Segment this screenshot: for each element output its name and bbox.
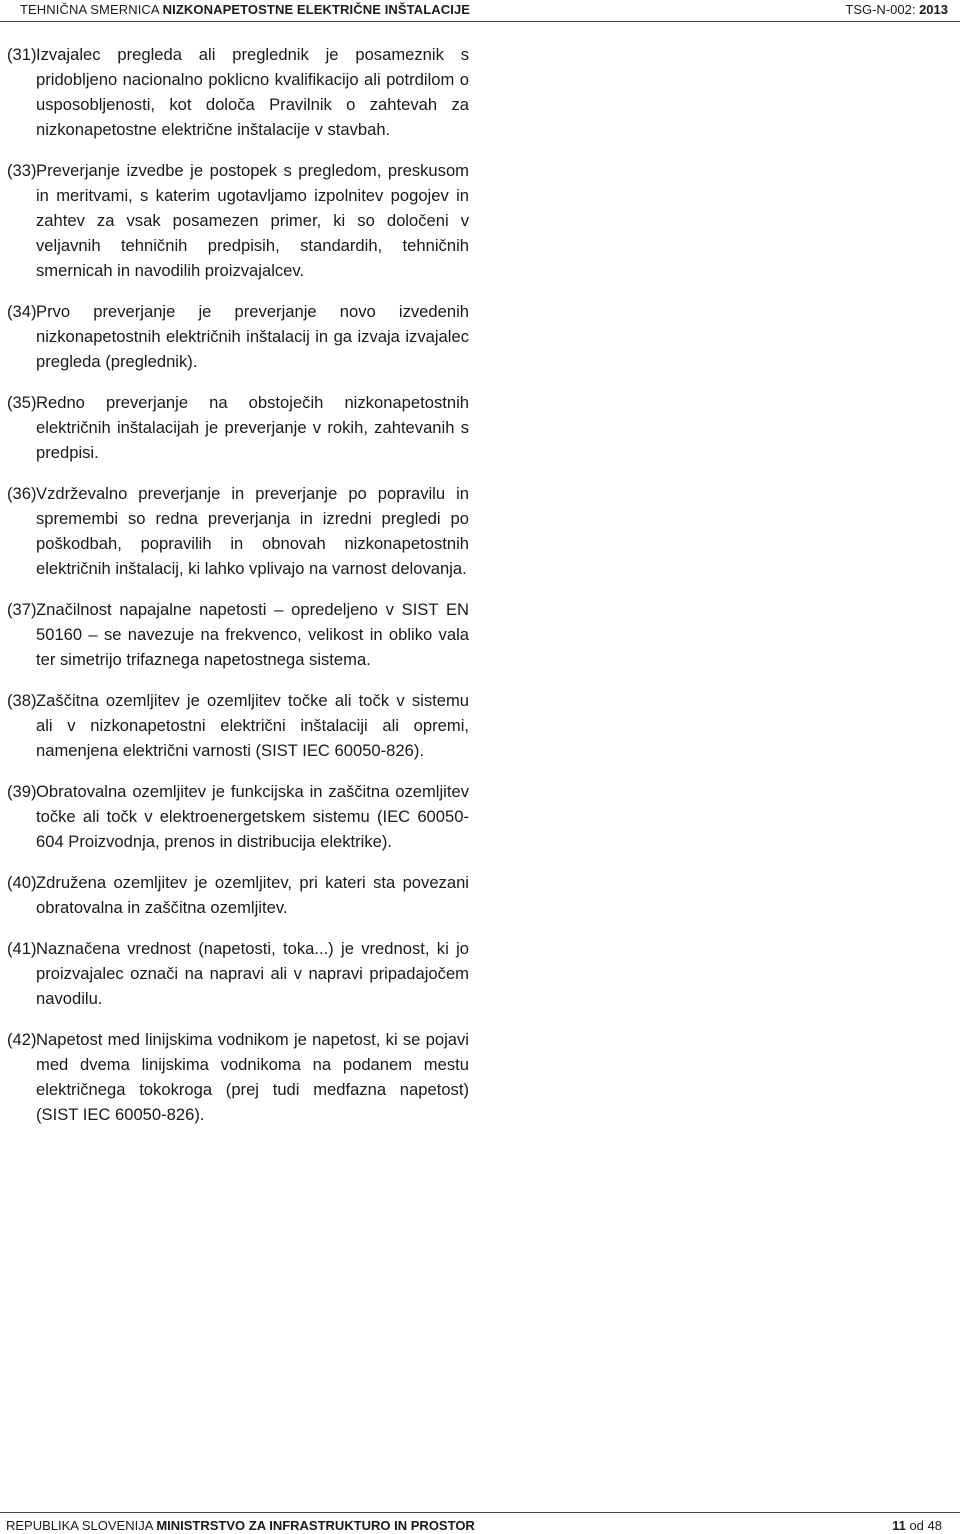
item-text: Obratovalna ozemljitev je funkcijska in zaščitna ozemljitev točke ali točk v elektroenergetskem sistemu (IEC 60050-604 Proizvodnja, prenos in distribucija elektrike). (36, 782, 469, 851)
item-number: (31) (7, 45, 37, 64)
definition-item (7, 42, 469, 142)
item-text: Vzdrževalno preverjanje in preverjanje po popravilu in spremembi so redna preverjanja in izredni pregledi po poškodbah, popravilih in obnovah nizkonapetostnih električnih inštalacij, ki lahko vplivajo na varnost delovanja. (36, 484, 469, 578)
definition-item (7, 870, 469, 920)
page-footer (0, 1512, 960, 1534)
item-number: (33) (7, 161, 37, 180)
page-current: 11 (892, 1518, 906, 1533)
item-text: Združena ozemljitev je ozemljitev, pri kateri sta povezani obratovalna in zaščitna ozemljitev. (36, 873, 469, 917)
header-year: 2013 (919, 2, 948, 17)
definition-item (7, 1027, 469, 1127)
header-title (20, 2, 470, 17)
footer-ministry: MINISTRSTVO ZA INFRASTRUKTURO IN PROSTOR (156, 1518, 475, 1533)
definition-item (7, 481, 469, 581)
definition-item (7, 597, 469, 672)
item-number: (41) (7, 939, 37, 958)
header-code (845, 2, 948, 17)
definition-item (7, 158, 469, 283)
definition-item (7, 936, 469, 1011)
definitions-list (7, 42, 469, 1143)
item-text: Značilnost napajalne napetosti – opredeljeno v SIST EN 50160 – se navezuje na frekvenco, velikost in obliko vala ter simetrijo trifaznega napetostnega sistema. (36, 600, 469, 669)
item-number: (36) (7, 484, 37, 503)
item-number: (42) (7, 1030, 37, 1049)
item-text: Naznačena vrednost (napetosti, toka...) je vrednost, ki jo proizvajalec označi na napravi ali v napravi pripadajočem navodilu. (36, 939, 469, 1008)
item-text: Preverjanje izvedbe je postopek s pregledom, preskusom in meritvami, s katerim ugotavljamo izpolnitev pogojev in zahtev za vsak posamezen primer, ki so določeni v veljavnih tehničnih predpisih, standardih, tehničnih smernicah in navodilih proizvajalcev. (36, 161, 469, 280)
item-number: (37) (7, 600, 37, 619)
footer-publisher (6, 1518, 475, 1533)
item-text: Napetost med linijskima vodnikom je napetost, ki se pojavi med dvema linijskima vodnikoma na podanem mestu električnega tokokroga (prej tudi medfazna napetost) (SIST IEC 60050-826). (36, 1030, 469, 1124)
header-code-text: TSG-N-002: (845, 2, 916, 17)
page-separator: od (909, 1518, 924, 1533)
definition-item (7, 299, 469, 374)
item-text: Zaščitna ozemljitev je ozemljitev točke ali točk v sistemu ali v nizkonapetostni električni inštalaciji ali opremi, namenjena električni varnosti (SIST IEC 60050-826). (36, 691, 469, 760)
footer-country: REPUBLIKA SLOVENIJA (6, 1518, 153, 1533)
item-number: (35) (7, 393, 37, 412)
item-text: Izvajalec pregleda ali preglednik je posameznik s pridobljeno nacionalno poklicno kvalifikacijo ali potrdilom o usposobljenosti, kot določa Pravilnik o zahtevah za nizkonapetostne električne inštalacije v stavbah. (36, 45, 469, 139)
item-text: Redno preverjanje na obstoječih nizkonapetostnih električnih inštalacijah je preverjanje v rokih, zahtevanih s predpisi. (36, 393, 469, 462)
item-number: (38) (7, 691, 37, 710)
definition-item (7, 779, 469, 854)
header-document-title: NIZKONAPETOSTNE ELEKTRIČNE INŠTALACIJE (162, 2, 471, 17)
item-number: (39) (7, 782, 37, 801)
header-category: TEHNIČNA SMERNICA (20, 2, 159, 17)
item-number: (34) (7, 302, 37, 321)
page-header (0, 0, 960, 22)
page-number (892, 1518, 942, 1533)
definition-item (7, 390, 469, 465)
definition-item (7, 688, 469, 763)
item-number: (40) (7, 873, 37, 892)
item-text: Prvo preverjanje je preverjanje novo izvedenih nizkonapetostnih električnih inštalacij in ga izvaja izvajalec pregleda (preglednik). (36, 302, 469, 371)
page-total: 48 (927, 1518, 942, 1533)
